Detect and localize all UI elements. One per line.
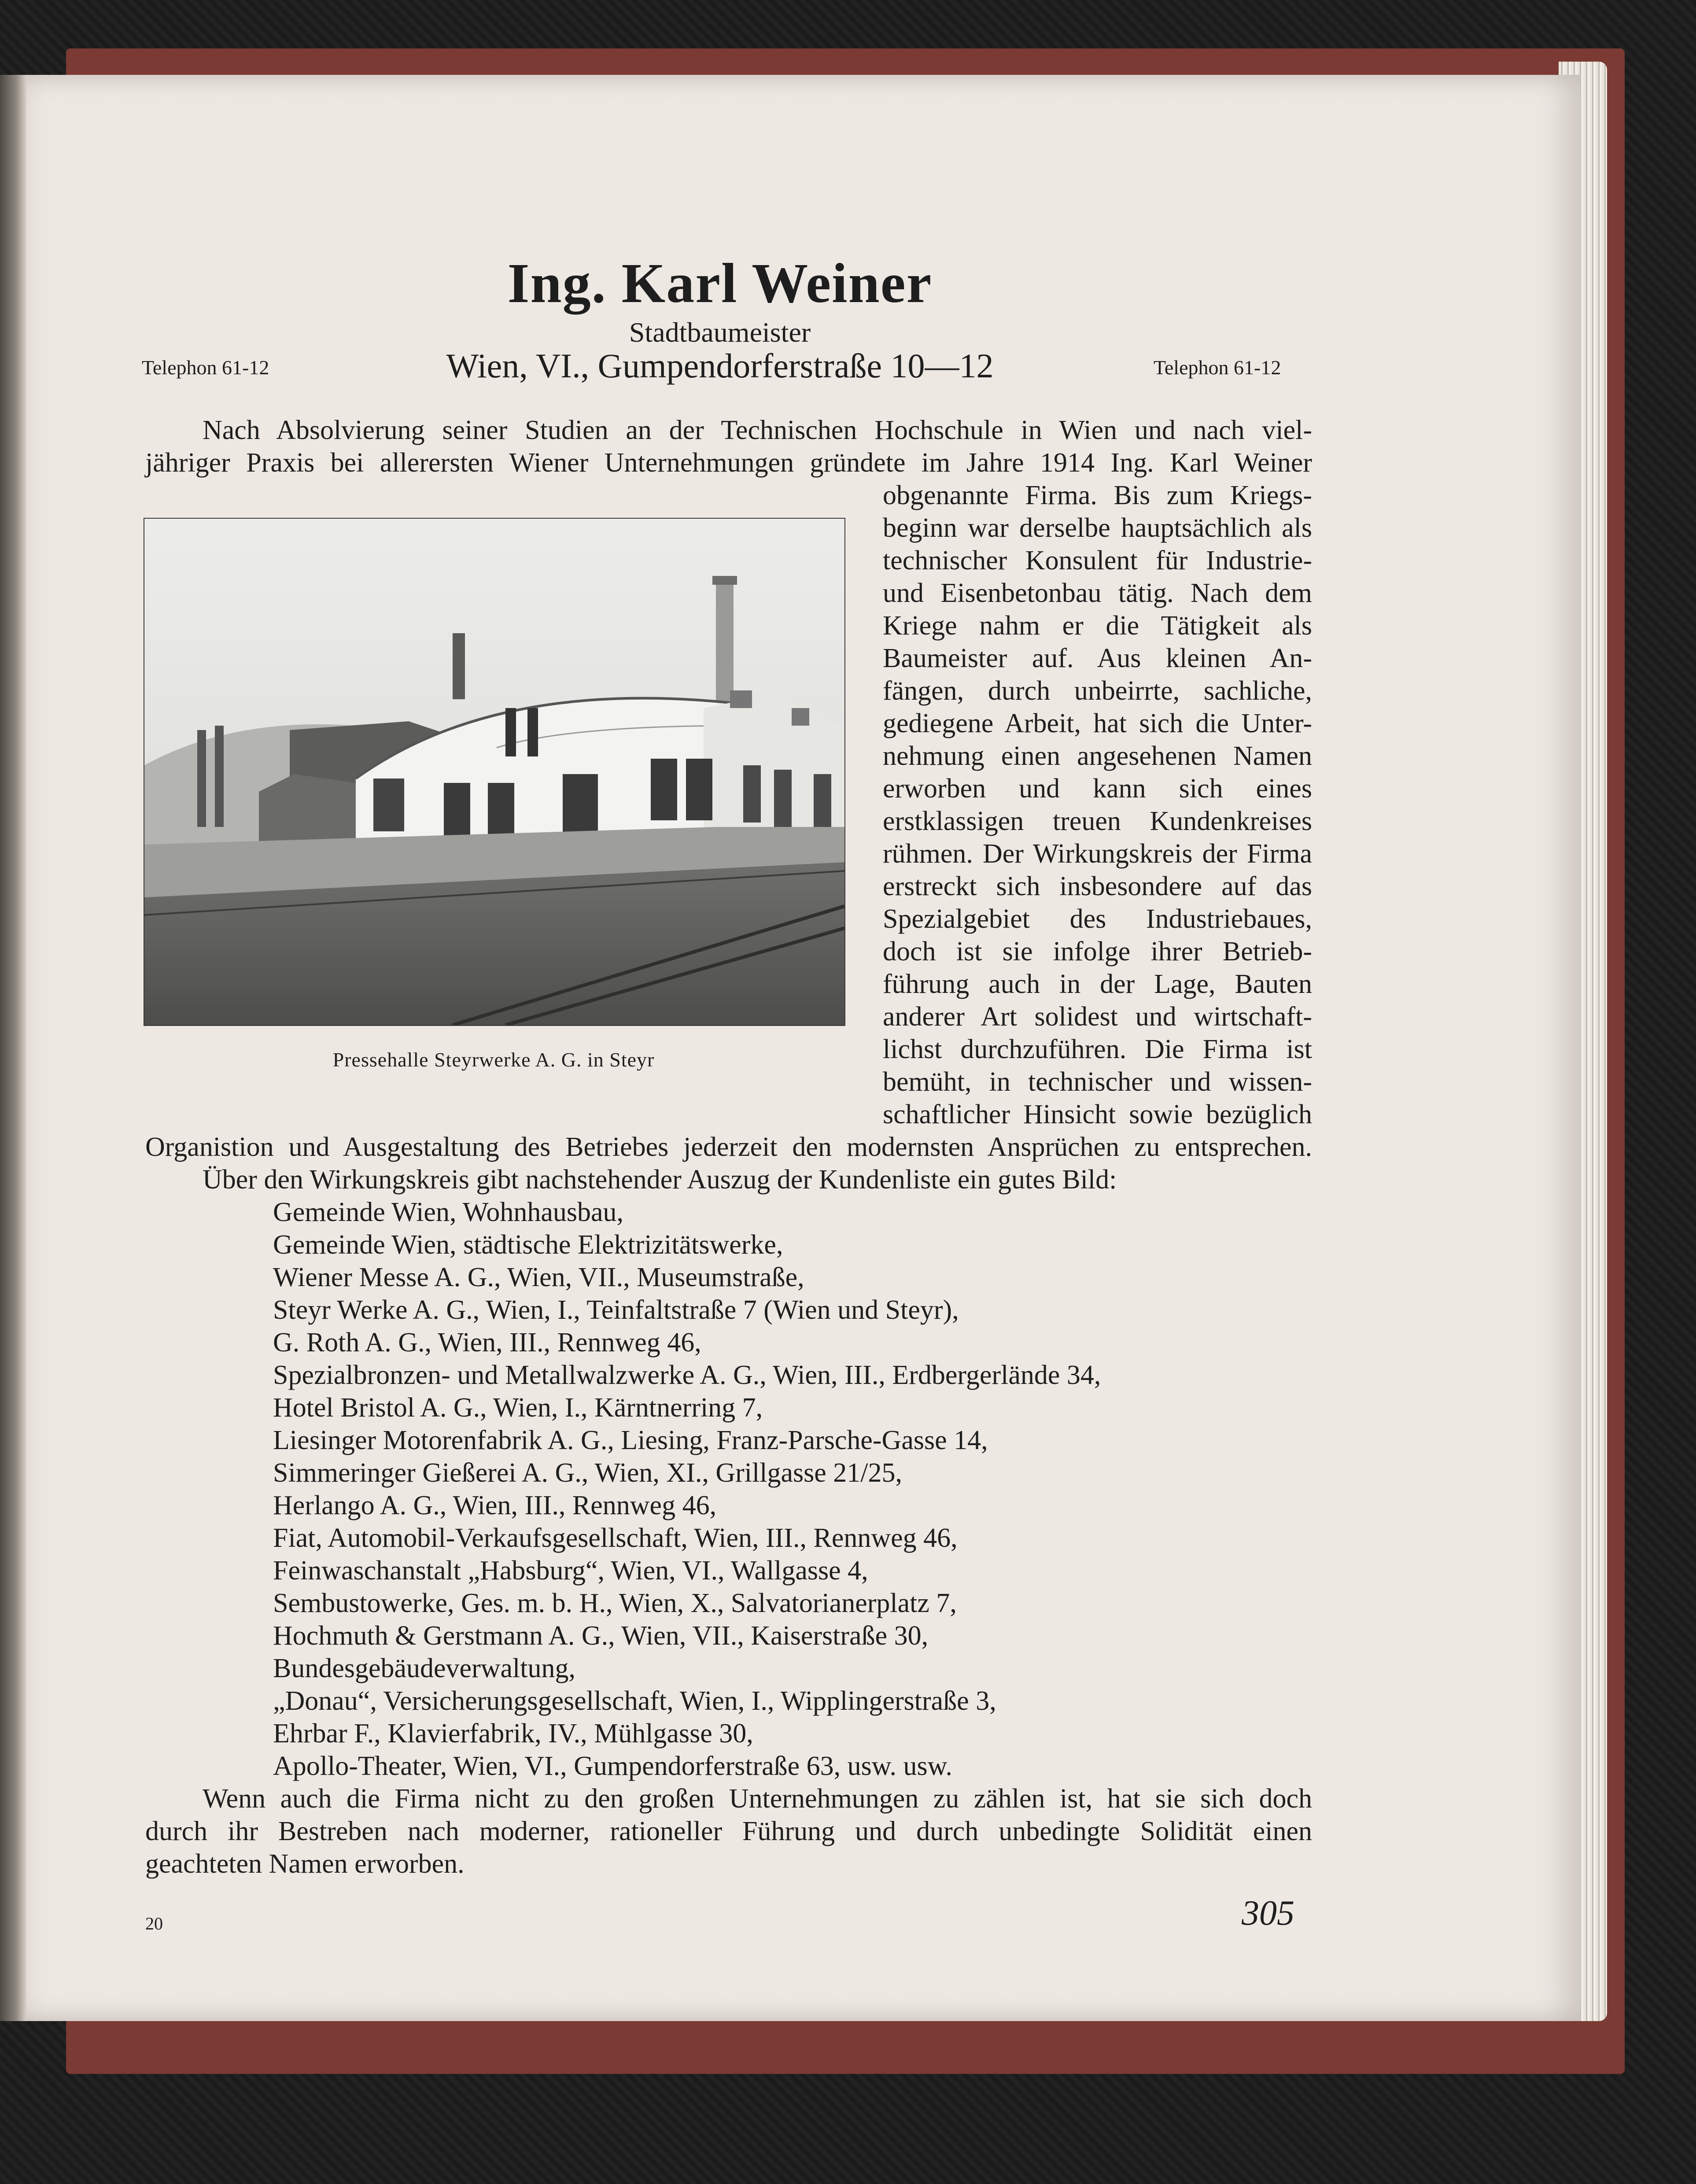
column-line: erstreckt sich insbesondere auf das bbox=[883, 871, 1312, 901]
customer-item: „Donau“, Versicherungsgesellschaft, Wien, I., Wipplingerstraße 3, bbox=[273, 1686, 996, 1716]
column-line: lichst durchzuführen. Die Firma ist bbox=[883, 1034, 1312, 1064]
column-line: fängen, durch unbeirrte, sachliche, bbox=[883, 676, 1312, 706]
column-line: Kriege nahm er die Tätigkeit als bbox=[883, 611, 1312, 641]
customer-item: Simmeringer Gießerei A. G., Wien, XI., Grillgasse 21/25, bbox=[273, 1458, 902, 1488]
column-line: rühmen. Der Wirkungskreis der Firma bbox=[883, 839, 1312, 869]
column-line: erstklassigen treuen Kundenkreises bbox=[883, 806, 1312, 836]
column-line: gediegene Arbeit, hat sich die Unter- bbox=[883, 708, 1312, 738]
customer-item: Bundesgebäudeverwaltung, bbox=[273, 1653, 575, 1683]
customer-item: Hotel Bristol A. G., Wien, I., Kärntnerring 7, bbox=[273, 1393, 763, 1423]
customer-item: Feinwaschanstalt „Habsburg“, Wien, VI., Wallgasse 4, bbox=[273, 1556, 868, 1586]
customer-item: G. Roth A. G., Wien, III., Rennweg 46, bbox=[273, 1328, 701, 1358]
customer-item: Fiat, Automobil-Verkaufsgesellschaft, Wien, III., Rennweg 46, bbox=[273, 1523, 958, 1553]
customer-item: Gemeinde Wien, Wohnhausbau, bbox=[273, 1197, 624, 1227]
page-title: Ing. Karl Weiner bbox=[507, 252, 933, 314]
column-line: erworben und kann sich eines bbox=[883, 774, 1312, 804]
column-line: technischer Konsulent für Industrie- bbox=[883, 546, 1312, 576]
customer-item: Steyr Werke A. G., Wien, I., Teinfaltstraße 7 (Wien und Steyr), bbox=[273, 1295, 959, 1325]
column-line: und Eisenbetonbau tätig. Nach dem bbox=[883, 578, 1312, 608]
column-line: bemüht, in technischer und wissen- bbox=[883, 1067, 1312, 1097]
customer-item: Hochmuth & Gerstmann A. G., Wien, VII., Kaiserstraße 30, bbox=[273, 1621, 929, 1651]
customer-item: Apollo-Theater, Wien, VI., Gumpendorferstraße 63, usw. usw. bbox=[273, 1751, 952, 1781]
closing-line: Wenn auch die Firma nicht zu den großen Unternehmungen zu zählen ist, hat sie sich doch bbox=[203, 1784, 1312, 1814]
factory-photo-illustration bbox=[144, 519, 844, 1025]
telephone-right: Telephon 61-12 bbox=[1154, 356, 1281, 379]
column-line: nehmung einen angesehenen Namen bbox=[883, 741, 1312, 771]
column-line: doch ist sie infolge ihrer Betrieb- bbox=[883, 937, 1312, 967]
intro-line: Nach Absolvierung seiner Studien an der Technischen Hochschule in Wien und nach viel- bbox=[203, 415, 1312, 445]
column-line: Spezialgebiet des Industriebaues, bbox=[883, 904, 1312, 934]
intro-line: jähriger Praxis bei allerersten Wiener Unternehmungen gründete im Jahre 1914 Ing. Karl Weiner bbox=[145, 448, 1312, 478]
signature-mark: 20 bbox=[145, 1914, 163, 1933]
customer-lead: Über den Wirkungskreis gibt nachstehender Auszug der Kundenliste ein gutes Bild: bbox=[203, 1165, 1117, 1195]
photo-caption: Pressehalle Steyrwerke A. G. in Steyr bbox=[332, 1048, 655, 1071]
page-number: 305 bbox=[1242, 1894, 1294, 1933]
intro-line: Organistion und Ausgestaltung des Betriebes jederzeit den modernsten Ansprüchen zu entsprechen. bbox=[145, 1132, 1312, 1162]
closing-line: durch ihr Bestreben nach moderner, rationeller Führung und durch unbedingte Solidität einen bbox=[145, 1816, 1312, 1846]
page-subtitle: Stadtbaumeister bbox=[629, 317, 811, 348]
column-line: Baumeister auf. Aus kleinen An- bbox=[883, 643, 1312, 673]
telephone-left: Telephon 61-12 bbox=[142, 356, 269, 379]
company-address: Wien, VI., Gumpendorferstraße 10—12 bbox=[446, 347, 994, 385]
column-line: obgenannte Firma. Bis zum Kriegs- bbox=[883, 480, 1312, 510]
customer-item: Liesinger Motorenfabrik A. G., Liesing, Franz-Parsche-Gasse 14, bbox=[273, 1425, 988, 1455]
customer-item: Spezialbronzen- und Metallwalzwerke A. G., Wien, III., Erdbergerlände 34, bbox=[273, 1360, 1101, 1390]
column-line: anderer Art solidest und wirtschaft- bbox=[883, 1002, 1312, 1032]
customer-item: Gemeinde Wien, städtische Elektrizitätswerke, bbox=[273, 1230, 783, 1260]
customer-item: Ehrbar F., Klavierfabrik, IV., Mühlgasse 30, bbox=[273, 1719, 753, 1749]
column-line: beginn war derselbe hauptsächlich als bbox=[883, 513, 1312, 543]
column-line: schaftlicher Hinsicht sowie bezüglich bbox=[883, 1099, 1312, 1129]
customer-item: Wiener Messe A. G., Wien, VII., Museumstraße, bbox=[273, 1262, 804, 1292]
customer-item: Herlango A. G., Wien, III., Rennweg 46, bbox=[273, 1490, 717, 1520]
column-line: führung auch in der Lage, Bauten bbox=[883, 969, 1312, 999]
closing-line: geachteten Namen erworben. bbox=[145, 1849, 465, 1879]
customer-item: Sembustowerke, Ges. m. b. H., Wien, X., Salvatorianerplatz 7, bbox=[273, 1588, 957, 1618]
factory-photo bbox=[144, 518, 845, 1026]
